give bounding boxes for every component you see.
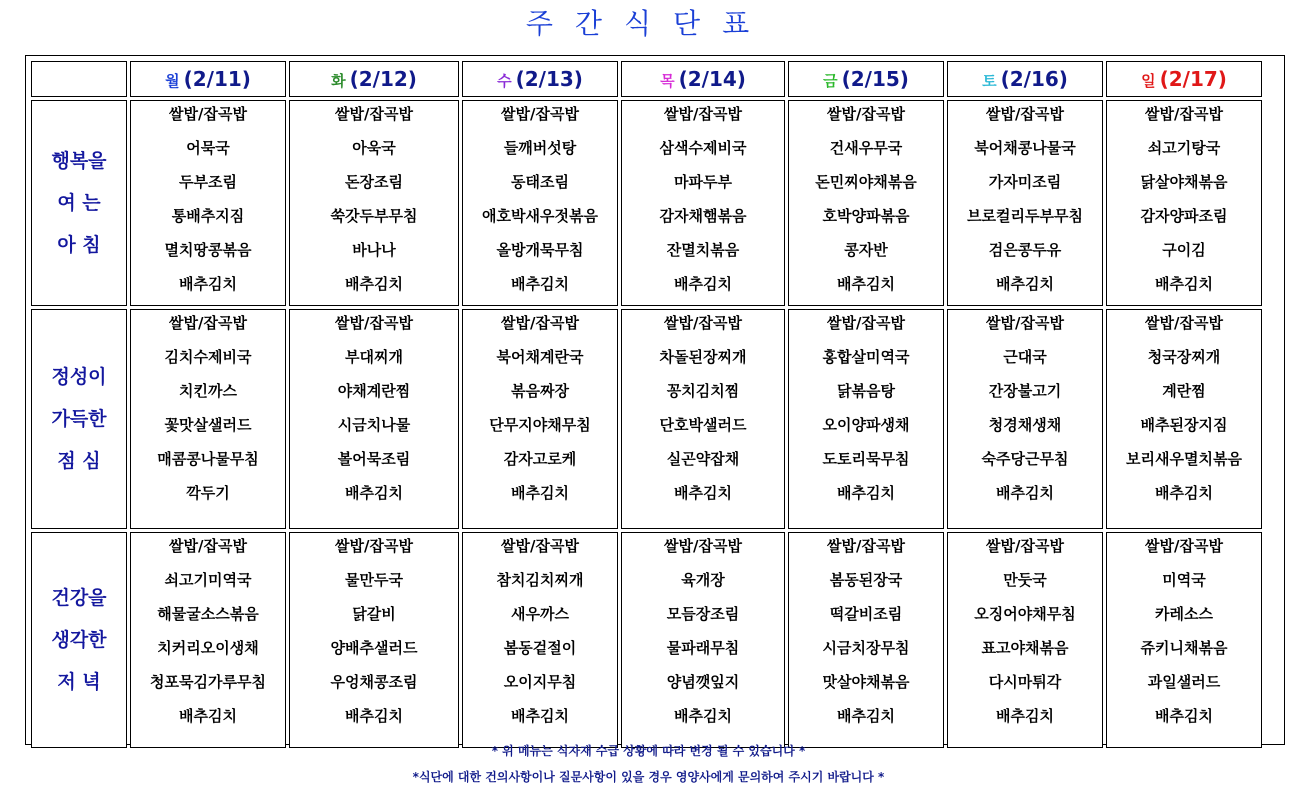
meal-label-line: 정성이: [51, 366, 107, 388]
menu-item: 멸치땅콩볶음: [164, 241, 252, 259]
menu-item: 청국장찌개: [1147, 348, 1221, 366]
menu-cell: [130, 309, 286, 529]
menu-cell: [788, 309, 944, 529]
menu-cell: [289, 309, 459, 529]
menu-cell: [947, 532, 1103, 748]
meal-label-line: 점 심: [57, 450, 101, 472]
menu-item: 돈장조림: [345, 173, 403, 191]
meal-row: [31, 100, 1262, 306]
day-header-0: [130, 61, 286, 97]
menu-item: 양배추샐러드: [330, 639, 418, 657]
menu-item: 청포묵김가루무침: [150, 673, 266, 691]
menu-item: 물파래무침: [666, 639, 740, 657]
day-header-2: [462, 61, 618, 97]
menu-item: 깍두기: [186, 484, 230, 502]
menu-item: 배추김치: [1155, 707, 1213, 725]
day-date: (2/15): [841, 67, 909, 91]
menu-cell: [1106, 532, 1262, 748]
menu-item: 부대찌개: [345, 348, 403, 366]
day-icon: 화: [331, 72, 346, 90]
menu-item: 쌀밥/잡곡밥: [335, 537, 413, 555]
menu-item: 미역국: [1162, 571, 1206, 589]
day-date: (2/14): [678, 67, 746, 91]
meal-label-line: 가득한: [51, 408, 107, 430]
menu-item: 구이김: [1162, 241, 1206, 259]
menu-item: 배추김치: [996, 484, 1054, 502]
day-date: (2/12): [349, 67, 417, 91]
day-header-5: [947, 61, 1103, 97]
day-date: (2/17): [1159, 67, 1227, 91]
menu-item: 검은콩두유: [988, 241, 1062, 259]
menu-item: 쌀밥/잡곡밥: [1145, 314, 1223, 332]
day-header-1: [289, 61, 459, 97]
menu-item: 가자미조림: [988, 173, 1062, 191]
menu-item: 배추김치: [674, 484, 732, 502]
menu-item: 돈민찌야채볶음: [815, 173, 917, 191]
meal-label-line: 아 침: [57, 234, 101, 256]
menu-cell: [621, 532, 785, 748]
menu-item: 차돌된장찌개: [659, 348, 747, 366]
menu-item: 쌀밥/잡곡밥: [986, 314, 1064, 332]
day-date: (2/13): [515, 67, 583, 91]
menu-item: 들깨버섯탕: [503, 139, 577, 157]
meal-label: [31, 100, 127, 306]
menu-item: 쌀밥/잡곡밥: [986, 105, 1064, 123]
menu-item: 보리새우멸치볶음: [1126, 450, 1242, 468]
menu-table: [28, 58, 1265, 751]
menu-item: 통배추지짐: [171, 207, 245, 225]
menu-item: 쌀밥/잡곡밥: [1145, 105, 1223, 123]
menu-item: 쥬키니채볶음: [1140, 639, 1228, 657]
menu-item: 봄동된장국: [829, 571, 903, 589]
menu-item: 쌀밥/잡곡밥: [501, 314, 579, 332]
menu-item: 쌀밥/잡곡밥: [1145, 537, 1223, 555]
menu-item: 쌀밥/잡곡밥: [664, 537, 742, 555]
menu-item: 배추김치: [179, 275, 237, 293]
menu-item: 봄동겉절이: [503, 639, 577, 657]
meal-label-line: 행복을: [51, 150, 107, 172]
menu-item: 브로컬리두부무침: [967, 207, 1083, 225]
menu-item: 양념깻잎지: [666, 673, 740, 691]
day-header-3: [621, 61, 785, 97]
menu-item: 잔멸치볶음: [666, 241, 740, 259]
footer-inquiry: *식단에 대한 건의사항이나 질문사항이 있을 경우 영양사에게 문의하여 주시기 바랍니다 *: [412, 770, 885, 784]
meal-label-line: 건강을: [51, 587, 107, 609]
menu-item: 배추김치: [511, 275, 569, 293]
meal-label-line: 저 녁: [57, 671, 101, 693]
menu-item: 카레소스: [1155, 605, 1213, 623]
meal-label: [31, 532, 127, 748]
menu-item: 쇠고기미역국: [164, 571, 252, 589]
menu-item: 볼어묵조림: [337, 450, 411, 468]
menu-item: 호박양파볶음: [822, 207, 910, 225]
meal-label: [31, 309, 127, 529]
menu-item: 배추김치: [674, 275, 732, 293]
meal-row: [31, 532, 1262, 748]
menu-cell: [947, 100, 1103, 306]
menu-item: 마파두부: [674, 173, 732, 191]
header-row: [31, 61, 1262, 97]
menu-item: 쌀밥/잡곡밥: [501, 537, 579, 555]
menu-item: 감자채햄볶음: [659, 207, 747, 225]
menu-item: 시금치나물: [337, 416, 411, 434]
menu-item: 오징어야채무침: [974, 605, 1076, 623]
menu-item: 꽃맛살샐러드: [164, 416, 252, 434]
page-title: 주간식단표: [525, 7, 772, 40]
menu-item: 북어채계란국: [496, 348, 584, 366]
menu-item: 근대국: [1003, 348, 1047, 366]
menu-item: 닭볶음탕: [837, 382, 895, 400]
meal-label-line: 여 는: [57, 192, 101, 214]
menu-item: 쌀밥/잡곡밥: [501, 105, 579, 123]
meal-label-line: 생각한: [51, 629, 107, 651]
menu-cell: [788, 100, 944, 306]
menu-item: 도토리묵무침: [822, 450, 910, 468]
menu-item: 모듬장조림: [666, 605, 740, 623]
day-icon: 목: [660, 72, 675, 90]
menu-item: 콩자반: [844, 241, 888, 259]
menu-item: 다시마튀각: [988, 673, 1062, 691]
menu-item: 단무지야채무침: [489, 416, 591, 434]
menu-item: 숙주당근무침: [981, 450, 1069, 468]
menu-item: 만둣국: [1003, 571, 1047, 589]
menu-item: 쌀밥/잡곡밥: [827, 537, 905, 555]
menu-item: 쌀밥/잡곡밥: [335, 314, 413, 332]
menu-cell: [130, 100, 286, 306]
menu-item: 쑥갓두부무침: [330, 207, 418, 225]
menu-item: 물만두국: [345, 571, 403, 589]
menu-item: 배추김치: [511, 484, 569, 502]
menu-item: 계란찜: [1162, 382, 1206, 400]
menu-item: 바나나: [352, 241, 396, 259]
menu-item: 맛살야채볶음: [822, 673, 910, 691]
menu-cell: [947, 309, 1103, 529]
menu-item: 단호박샐러드: [659, 416, 747, 434]
menu-item: 두부조림: [179, 173, 237, 191]
menu-item: 배추김치: [996, 707, 1054, 725]
menu-item: 북어채콩나물국: [974, 139, 1076, 157]
menu-item: 볶음짜장: [511, 382, 569, 400]
menu-item: 해물굴소스볶음: [157, 605, 259, 623]
menu-item: 과일샐러드: [1147, 673, 1221, 691]
menu-item: 떡갈비조림: [829, 605, 903, 623]
menu-cell: [289, 532, 459, 748]
menu-item: 쌀밥/잡곡밥: [169, 314, 247, 332]
menu-cell: [130, 532, 286, 748]
menu-item: 아욱국: [352, 139, 396, 157]
menu-item: 건새우무국: [829, 139, 903, 157]
menu-item: 감자양파조림: [1140, 207, 1228, 225]
menu-item: 배추된장지짐: [1140, 416, 1228, 434]
menu-cell: [462, 309, 618, 529]
menu-item: 김치수제비국: [164, 348, 252, 366]
menu-item: 삼색수제비국: [659, 139, 747, 157]
menu-item: 배추김치: [837, 275, 895, 293]
menu-item: 치킨까스: [179, 382, 237, 400]
menu-cell: [1106, 100, 1262, 306]
menu-item: 실곤약잡채: [666, 450, 740, 468]
menu-item: 오이지무침: [503, 673, 577, 691]
menu-item: 쇠고기탕국: [1147, 139, 1221, 157]
menu-item: 야채계란찜: [337, 382, 411, 400]
menu-item: 표고야채볶음: [981, 639, 1069, 657]
menu-item: 쌀밥/잡곡밥: [664, 314, 742, 332]
menu-item: 배추김치: [345, 275, 403, 293]
menu-cell: [788, 532, 944, 748]
menu-item: 쌀밥/잡곡밥: [827, 105, 905, 123]
menu-item: 배추김치: [511, 707, 569, 725]
menu-item: 배추김치: [837, 707, 895, 725]
menu-item: 배추김치: [345, 707, 403, 725]
menu-item: 동태조림: [511, 173, 569, 191]
menu-item: 감자고로케: [503, 450, 577, 468]
menu-item: 배추김치: [674, 707, 732, 725]
menu-item: 홍합살미역국: [822, 348, 910, 366]
day-icon: 월: [165, 72, 180, 90]
menu-item: 닭갈비: [352, 605, 396, 623]
menu-item: 쌀밥/잡곡밥: [335, 105, 413, 123]
menu-item: 간장불고기: [988, 382, 1062, 400]
footer-notice: * 위 메뉴는 식자재 수급 상황에 따라 변경 될 수 있습니다 *: [491, 744, 806, 758]
menu-item: 어묵국: [186, 139, 230, 157]
menu-item: 매콤콩나물무침: [157, 450, 259, 468]
menu-cell: [621, 309, 785, 529]
menu-item: 닭살야채볶음: [1140, 173, 1228, 191]
menu-item: 치커리오이생채: [157, 639, 259, 657]
day-header-4: [788, 61, 944, 97]
day-icon: 토: [982, 72, 997, 90]
menu-item: 시금치장무침: [822, 639, 910, 657]
menu-item: 오이양파생채: [822, 416, 910, 434]
menu-item: 우엉채콩조림: [330, 673, 418, 691]
menu-item: 꽁치김치찜: [666, 382, 740, 400]
menu-item: 배추김치: [837, 484, 895, 502]
day-icon: 일: [1141, 72, 1156, 90]
day-icon: 금: [823, 72, 838, 90]
menu-item: 배추김치: [1155, 275, 1213, 293]
menu-cell: [462, 532, 618, 748]
menu-item: 배추김치: [1155, 484, 1213, 502]
menu-item: 배추김치: [179, 707, 237, 725]
menu-item: 쌀밥/잡곡밥: [827, 314, 905, 332]
menu-item: 새우까스: [511, 605, 569, 623]
menu-item: 쌀밥/잡곡밥: [169, 105, 247, 123]
menu-cell: [462, 100, 618, 306]
day-date: (2/11): [183, 67, 251, 91]
menu-item: 참치김치찌개: [496, 571, 584, 589]
menu-item: 올방개묵무침: [496, 241, 584, 259]
menu-item: 쌀밥/잡곡밥: [986, 537, 1064, 555]
menu-item: 애호박새우젓볶음: [482, 207, 598, 225]
day-icon: 수: [497, 72, 512, 90]
menu-item: 배추김치: [996, 275, 1054, 293]
day-date: (2/16): [1000, 67, 1068, 91]
menu-cell: [1106, 309, 1262, 529]
menu-item: 청경채생채: [988, 416, 1062, 434]
menu-item: 배추김치: [345, 484, 403, 502]
meal-row: [31, 309, 1262, 529]
menu-cell: [621, 100, 785, 306]
day-header-6: [1106, 61, 1262, 97]
menu-item: 육개장: [681, 571, 725, 589]
menu-cell: [289, 100, 459, 306]
menu-item: 쌀밥/잡곡밥: [664, 105, 742, 123]
menu-item: 쌀밥/잡곡밥: [169, 537, 247, 555]
corner-cell: [31, 61, 127, 97]
